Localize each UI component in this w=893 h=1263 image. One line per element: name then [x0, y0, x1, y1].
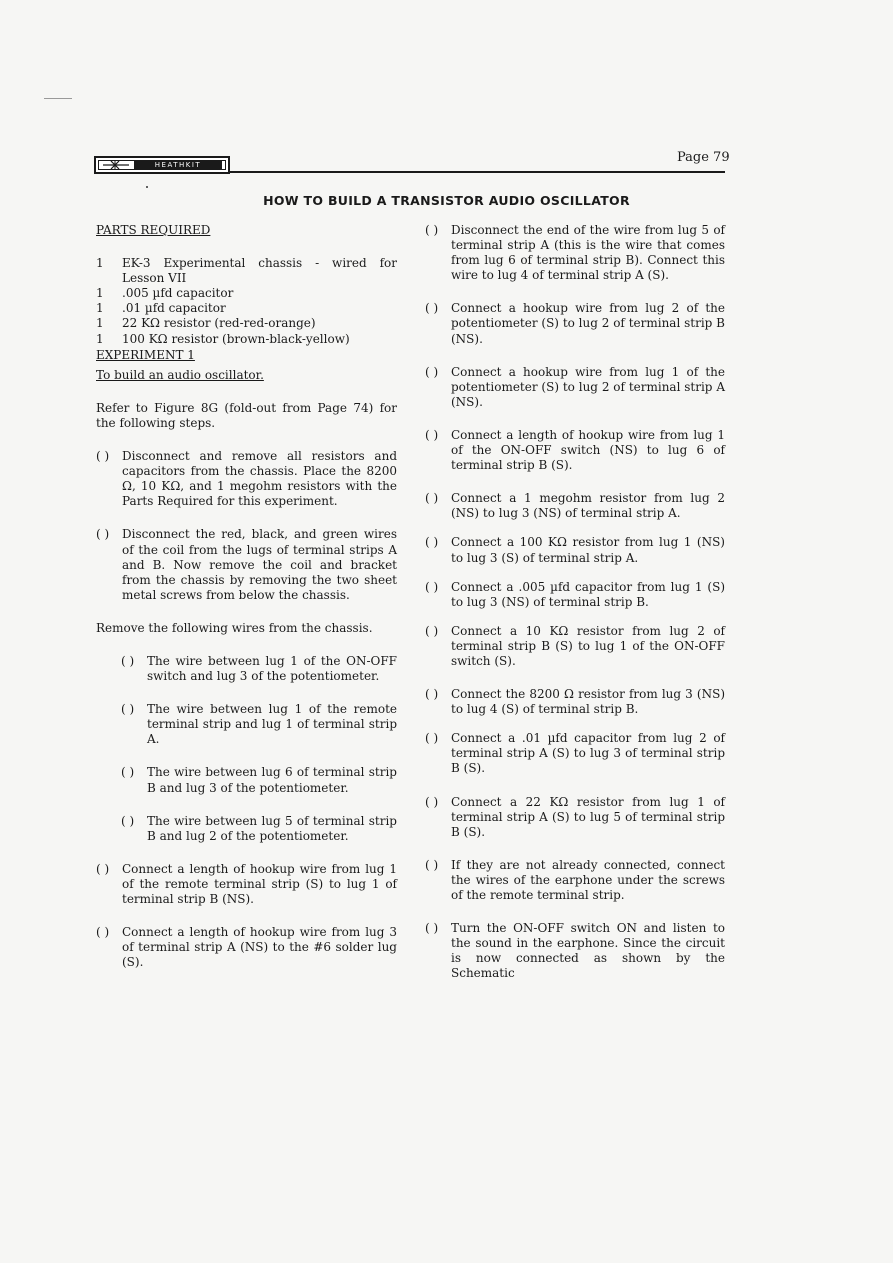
instruction-step — [121, 702, 397, 747]
parts-text: .01 µfd capacitor — [122, 301, 226, 316]
parts-item — [96, 316, 397, 331]
step-text: Disconnect the red, black, and green wires of the coil from the lugs of terminal strips A and B. Now remove the coil and bracket from the chassis by removing the two sheet metal screws from below the chassis. — [122, 527, 397, 602]
parts-qty: 1 — [96, 256, 104, 271]
step-text: The wire between lug 1 of the ON-OFF switch and lug 3 of the potentiometer. — [147, 653, 397, 684]
checkbox[interactable]: ( ) — [121, 702, 135, 717]
instruction-step — [96, 449, 397, 509]
checkbox[interactable]: ( ) — [425, 364, 439, 379]
checkbox[interactable]: ( ) — [425, 731, 439, 746]
instruction-step — [425, 858, 725, 903]
checkbox[interactable]: ( ) — [425, 535, 439, 550]
instruction-step — [121, 814, 397, 844]
checkbox[interactable]: ( ) — [121, 765, 135, 780]
checkbox[interactable]: ( ) — [425, 223, 439, 237]
instruction-step — [425, 365, 725, 410]
parts-item — [96, 301, 397, 316]
checkbox[interactable]: ( ) — [121, 653, 135, 668]
parts-text: .005 µfd capacitor — [122, 286, 234, 301]
checkbox[interactable]: ( ) — [425, 921, 439, 936]
step-text: Connect a 100 KΩ resistor from lug 1 (NS) to lug 3 (S) of terminal strip A. — [451, 535, 725, 565]
speck — [146, 186, 148, 188]
instruction-step — [425, 580, 725, 610]
parts-qty: 1 — [96, 331, 104, 346]
page-number: Page 79 — [677, 150, 730, 165]
checkbox[interactable]: ( ) — [96, 449, 110, 464]
step-text: Connect a 22 KΩ resistor from lug 1 of terminal strip A (S) to lug 5 of terminal strip B (S). — [451, 794, 725, 839]
parts-qty: 1 — [96, 301, 104, 316]
instruction-step — [425, 535, 725, 565]
scan-mark — [44, 98, 72, 99]
step-text: Connect a length of hookup wire from lug 3 of terminal strip A (NS) to the #6 solder lug (S). — [122, 925, 397, 970]
header-rule — [230, 171, 725, 173]
instruction-step — [425, 795, 725, 840]
instruction-step — [96, 862, 397, 907]
parts-item — [96, 332, 397, 347]
parts-item — [96, 286, 397, 301]
checkbox[interactable]: ( ) — [425, 687, 439, 702]
remove-list — [121, 654, 397, 844]
checkbox[interactable]: ( ) — [425, 301, 439, 316]
instruction-step — [425, 687, 725, 717]
heathkit-logo — [94, 156, 230, 174]
checkbox[interactable]: ( ) — [425, 491, 439, 506]
page-title: HOW TO BUILD A TRANSISTOR AUDIO OSCILLATOR — [263, 193, 630, 208]
instruction-step — [425, 731, 725, 776]
checkbox[interactable]: ( ) — [425, 579, 439, 594]
instruction-step — [425, 491, 725, 521]
step-text: Connect a .01 µfd capacitor from lug 2 of terminal strip A (S) to lug 3 of terminal strip B (S). — [451, 731, 725, 776]
parts-text: 100 KΩ resistor (brown-black-yellow) — [122, 331, 350, 346]
step-text: Connect a length of hookup wire from lug 1 of the ON-OFF switch (NS) to lug 6 of terminal strip B (S). — [451, 427, 725, 473]
experiment-subheading: To build an audio oscillator. — [96, 367, 264, 382]
step-text: Connect a 10 KΩ resistor from lug 2 of terminal strip B (S) to lug 1 of the ON-OFF switch (S). — [451, 623, 725, 668]
left-column — [96, 223, 397, 970]
checkbox[interactable]: ( ) — [425, 427, 439, 442]
parts-list — [96, 256, 397, 347]
instruction-step — [121, 765, 397, 795]
instruction-step — [425, 301, 725, 346]
step-text: The wire between lug 1 of the remote terminal strip and lug 1 of terminal strip A. — [147, 702, 397, 747]
remove-heading: Remove the following wires from the chassis. — [96, 620, 373, 635]
right-column — [425, 223, 725, 981]
experiment-intro: Refer to Figure 8G (fold-out from Page 74) for the following steps. — [96, 400, 397, 430]
step-text: Connect a hookup wire from lug 1 of the potentiometer (S) to lug 2 of terminal strip A (NS). — [451, 364, 725, 409]
parts-qty: 1 — [96, 286, 104, 301]
checkbox[interactable]: ( ) — [425, 794, 439, 809]
parts-text: EK-3 Experimental chassis - wired for Lesson VII — [122, 256, 397, 286]
step-text: Connect the 8200 Ω resistor from lug 3 (NS) to lug 4 (S) of terminal strip B. — [451, 687, 725, 717]
step-text: Disconnect the end of the wire from lug 5 of terminal strip A (this is the wire that comes from lug 6 of terminal strip B). Connect this wire to lug 4 of terminal strip A (S). — [451, 223, 725, 283]
checkbox[interactable]: ( ) — [121, 813, 135, 828]
step-text: Connect a .005 µfd capacitor from lug 1 (S) to lug 3 (NS) of terminal strip B. — [451, 579, 725, 609]
step-text: Turn the ON-OFF switch ON and listen to the sound in the earphone. Since the circuit is now connected as shown by the Schematic — [451, 921, 725, 981]
instruction-step — [121, 654, 397, 684]
heathkit-emblem-icon — [102, 160, 130, 170]
checkbox[interactable]: ( ) — [96, 925, 110, 940]
parts-item — [96, 256, 397, 286]
parts-qty: 1 — [96, 316, 104, 331]
step-text: Disconnect and remove all resistors and capacitors from the chassis. Place the 8200 Ω, 10 KΩ, and 1 megohm resistors with the Parts Required for this experiment. — [122, 449, 397, 509]
parts-text: 22 KΩ resistor (red-red-orange) — [122, 316, 316, 331]
checkbox[interactable]: ( ) — [96, 527, 110, 542]
instruction-step — [425, 223, 725, 283]
instruction-step — [425, 428, 725, 473]
step-text: Connect a length of hookup wire from lug 1 of the remote terminal strip (S) to lug 1 of terminal strip B (NS). — [122, 861, 397, 906]
checkbox[interactable]: ( ) — [425, 857, 439, 872]
experiment-heading: EXPERIMENT 1 — [96, 347, 195, 362]
instruction-step — [425, 624, 725, 669]
checkbox[interactable]: ( ) — [425, 623, 439, 638]
step-text: Connect a hookup wire from lug 2 of the potentiometer (S) to lug 2 of terminal strip B (NS). — [451, 301, 725, 346]
checkbox[interactable]: ( ) — [96, 861, 110, 876]
step-text: Connect a 1 megohm resistor from lug 2 (NS) to lug 3 (NS) of terminal strip A. — [451, 491, 725, 521]
instruction-step — [425, 921, 725, 981]
parts-heading: PARTS REQUIRED — [96, 223, 211, 237]
instruction-step — [96, 527, 397, 602]
step-text: The wire between lug 6 of terminal strip B and lug 3 of the potentiometer. — [147, 765, 397, 795]
step-text: If they are not already connected, connect the wires of the earphone under the screws of the remote terminal strip. — [451, 857, 725, 902]
step-text: The wire between lug 5 of terminal strip B and lug 2 of the potentiometer. — [147, 813, 397, 843]
brand-name: HEATHKIT — [134, 160, 222, 170]
instruction-step — [96, 925, 397, 970]
